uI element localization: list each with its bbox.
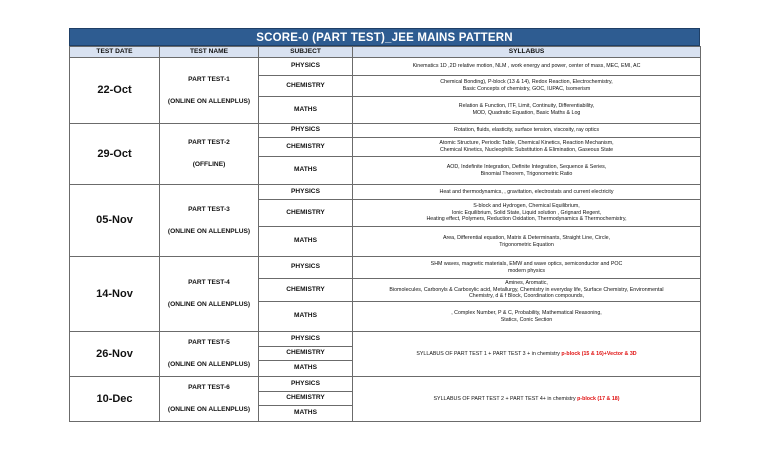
syllabus-text: SYLLABUS OF PART TEST 2 + PART TEST 4+ in chemistry [433, 395, 578, 402]
test-name-spacer [162, 147, 256, 161]
syllabus-line: Relation & Function, ITF, Limit, Continuity, Differentiability, [458, 103, 595, 110]
syllabus-cell [353, 157, 701, 185]
test-mode: (ONLINE ON ALLENPLUS) [167, 227, 251, 235]
test-date: 22-Oct [70, 58, 160, 124]
subject-cell: PHYSICS [259, 185, 353, 200]
syllabus-line: S-block and Hydrogen, Chemical Equilibrium, [473, 203, 580, 210]
subject-cell: PHYSICS [259, 257, 353, 279]
table-row [70, 377, 701, 392]
syllabus-line: Atomic Structure, Periodic Table, Chemical Kinetics, Reaction Mechanism, [439, 140, 614, 147]
syllabus-cell [353, 279, 701, 302]
subject-cell: PHYSICS [259, 58, 353, 76]
syllabus-line: , Complex Number, P & C, Probability, Mathematical Reasoning, [451, 309, 602, 316]
syllabus-line: Trigonometric Equation [499, 241, 554, 248]
test-name-label: PART TEST-4 [188, 279, 230, 286]
syllabus-highlight: p-block (15 & 16)+Vector & 3D [561, 350, 637, 357]
syllabus-cell [353, 185, 701, 200]
syllabus-cell [353, 377, 701, 422]
test-name-label: PART TEST-3 [188, 205, 230, 213]
test-date: 26-Nov [70, 332, 160, 377]
test-date: 10-Dec [70, 377, 160, 422]
subject-cell: PHYSICS [259, 124, 353, 138]
syllabus-highlight: p-block (17 & 18) [577, 395, 620, 402]
syllabus-line: Chemical Bonding), P-block (13 & 14), Redox Reaction, Electrochemistry, [440, 79, 613, 86]
syllabus-line: Rotation, fluids, elasticity, surface tension, viscosity, ray optics [454, 127, 599, 134]
test-mode: (ONLINE ON ALLENPLUS) [167, 301, 251, 308]
syllabus-line: Kinematics 1D ,2D relative motion, NLM , work energy and power, center of mass, MEC, EMI, AC [412, 63, 641, 70]
test-name [160, 58, 259, 124]
subject-cell: CHEMISTRY [259, 392, 353, 406]
syllabus-line: Binomial Theorem, Trigonometric Ratio [480, 170, 573, 177]
subject-cell: MATHS [259, 361, 353, 377]
syllabus-line: modern physics [507, 267, 546, 274]
syllabus-line: Chemical Kinetics, Nucleophilic Substitution & Elimination, Gaseous State [439, 147, 614, 153]
syllabus-line: Ionic Equilibrium, Solid State, Liquid solution , Grignard Regent, [451, 209, 602, 216]
test-name [160, 377, 259, 422]
syllabus-cell [353, 58, 701, 76]
syllabus-line: Biomolecules, Carbonyls & Carboxylic acid, Metallurgy, Chemistry in everyday life, Surface Chemistry, Environmental [389, 286, 664, 293]
subject-cell: PHYSICS [259, 332, 353, 347]
subject-cell: MATHS [259, 302, 353, 332]
syllabus-cell [353, 332, 701, 377]
syllabus-line: AOD, Indefinite Integration, Definite Integration, Sequence & Series, [446, 163, 607, 170]
header-test-date: TEST DATE [70, 47, 160, 58]
subject-cell: CHEMISTRY [259, 138, 353, 157]
header-test-name: TEST NAME [160, 47, 259, 58]
test-name-label: PART TEST-1 [188, 75, 230, 83]
syllabus-cell [353, 302, 701, 332]
subject-cell: MATHS [259, 97, 353, 124]
syllabus-cell [353, 76, 701, 97]
syllabus-line: Heating effect, Polymers, Reduction Oxidation, Thermodynamics & Thermochemistry, [426, 216, 627, 223]
table-row [70, 124, 701, 138]
test-date: 29-Oct [70, 124, 160, 185]
test-name-spacer [162, 347, 256, 361]
test-mode: (ONLINE ON ALLENPLUS) [167, 361, 251, 368]
subject-cell: MATHS [259, 227, 353, 257]
test-date: 14-Nov [70, 257, 160, 332]
subject-cell: MATHS [259, 406, 353, 422]
syllabus-line: SHM waves, magnetic materials, EMW and wave optics, semiconductor and POC [430, 260, 623, 267]
syllabus-line: MOD, Quadratic Equation, Basic Maths & Log [472, 110, 581, 116]
test-name [160, 257, 259, 332]
syllabus-line: Basic Concepts of chemistry, GOC, IUPAC, Isomerism [462, 86, 591, 92]
test-mode: (OFFLINE) [192, 161, 226, 168]
syllabus-cell [353, 97, 701, 124]
table-row [70, 58, 701, 76]
subject-cell: CHEMISTRY [259, 200, 353, 227]
schedule-table [69, 46, 701, 422]
syllabus-cell [353, 257, 701, 279]
subject-cell: PHYSICS [259, 377, 353, 392]
table-row [70, 185, 701, 200]
test-name-spacer [162, 214, 256, 228]
syllabus-line: Statics, Conic Section [500, 316, 553, 323]
subject-cell: CHEMISTRY [259, 279, 353, 302]
syllabus-line: Area, Differential equation, Matrix & Determinants, Straight Line, Circle, [442, 234, 611, 241]
subject-cell: CHEMISTRY [259, 76, 353, 97]
header-syllabus: SYLLABUS [353, 47, 701, 58]
test-name [160, 124, 259, 185]
table-row [70, 332, 701, 347]
syllabus-cell [353, 124, 701, 138]
test-name-label: PART TEST-5 [188, 339, 230, 346]
test-name [160, 185, 259, 257]
subject-cell: CHEMISTRY [259, 347, 353, 361]
syllabus-cell [353, 200, 701, 227]
syllabus-line: Amines, Aromatic, [505, 280, 548, 287]
test-name-spacer [162, 84, 256, 98]
test-name-spacer [162, 392, 256, 406]
test-mode: (ONLINE ON ALLENPLUS) [167, 406, 251, 413]
schedule-sheet [69, 28, 700, 422]
syllabus-cell [353, 227, 701, 257]
syllabus-text: SYLLABUS OF PART TEST 1 + PART TEST 3 + in chemistry [416, 350, 562, 357]
schedule-body [70, 58, 701, 422]
test-name [160, 332, 259, 377]
test-date: 05-Nov [70, 185, 160, 257]
test-name-label: PART TEST-6 [188, 384, 230, 391]
test-name-spacer [162, 287, 256, 301]
sheet-title: SCORE-0 (PART TEST)_JEE MAINS PATTERN [69, 28, 700, 46]
test-mode: (ONLINE ON ALLENPLUS) [167, 97, 251, 105]
test-name-label: PART TEST-2 [188, 139, 230, 146]
subject-cell: MATHS [259, 157, 353, 185]
header-row [70, 47, 701, 58]
syllabus-line: Chemistry, d & f Block, Coordination compounds, [468, 293, 584, 300]
header-subject: SUBJECT [259, 47, 353, 58]
syllabus-cell [353, 138, 701, 157]
syllabus-line: Heat and thermodynamics, , gravitation, electrostats and current electricity [439, 188, 614, 195]
table-row [70, 257, 701, 279]
